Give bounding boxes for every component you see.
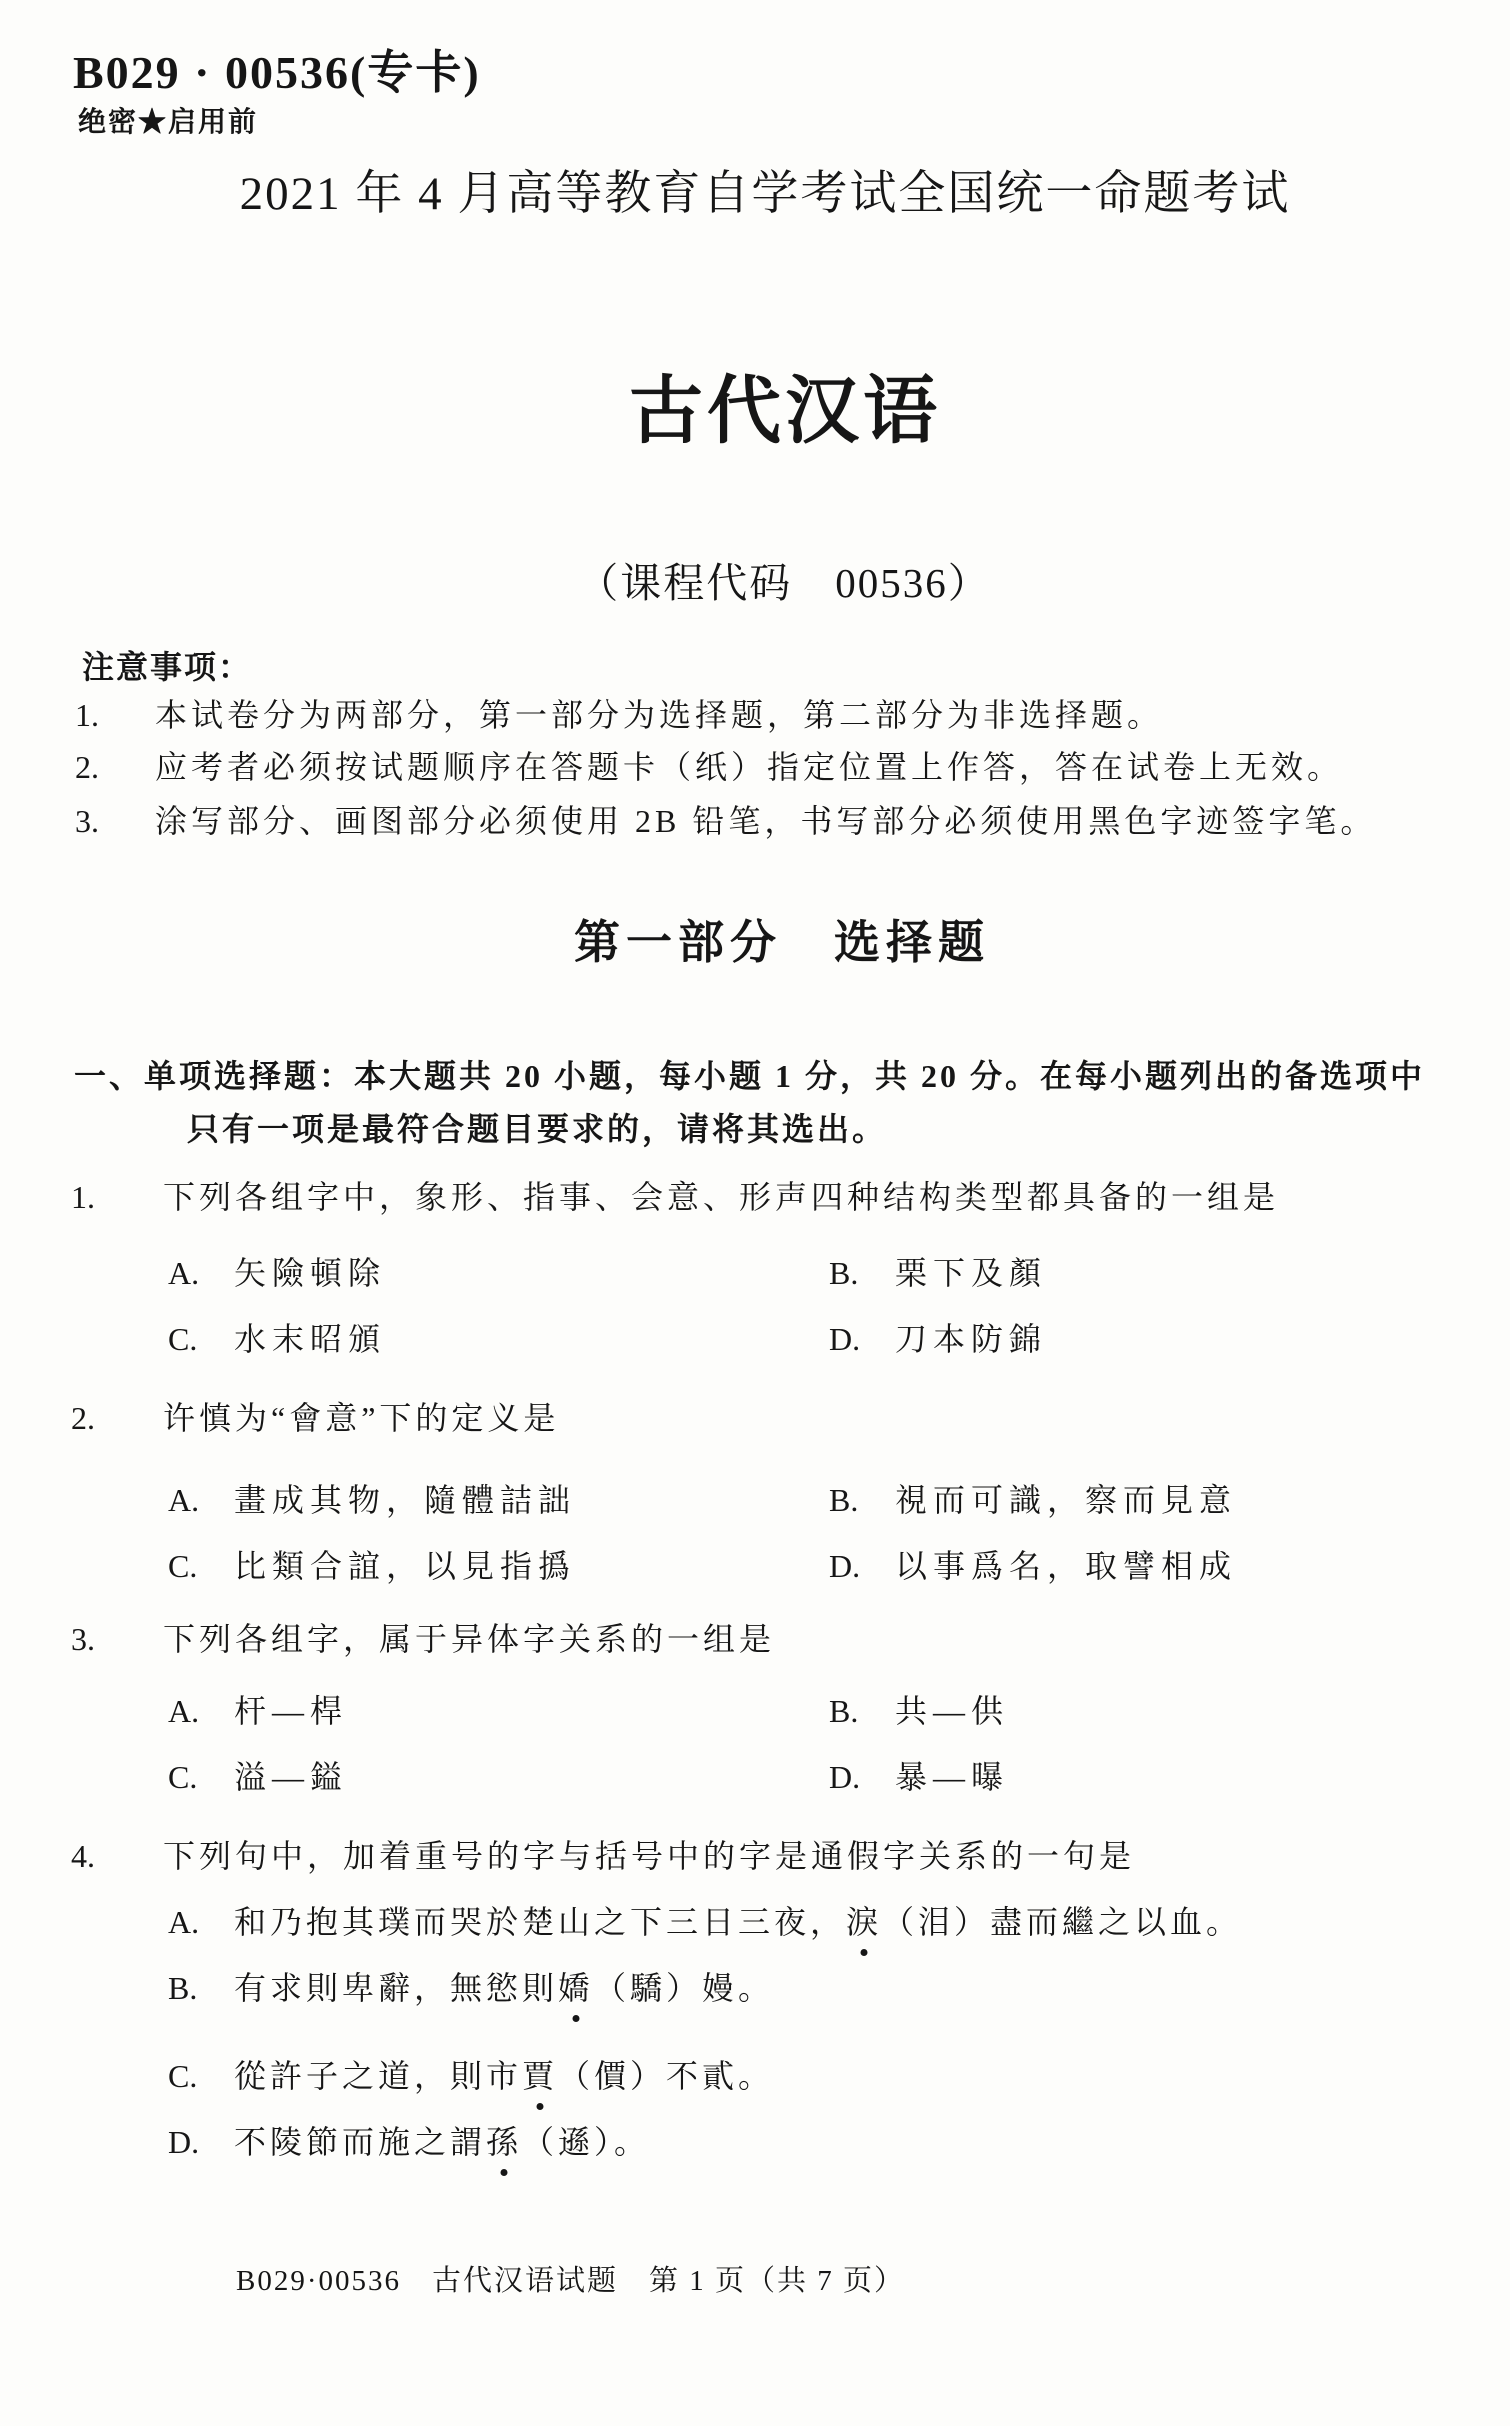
option <box>829 1541 1237 1587</box>
question-stem-text: 下列句中，加着重号的字与括号中的字是通假字关系的一句是 <box>163 1838 1136 1874</box>
option-text: 暴—曝 <box>895 1759 1010 1795</box>
booklet-code: B029 · 00536(专卡) <box>73 47 481 98</box>
emphasis-marked-char: 嬌 <box>558 1963 594 2009</box>
option-text-before: 和乃抱其璞而哭於楚山之下三日三夜， <box>234 1904 847 1940</box>
option <box>168 1541 576 1587</box>
option-text-before: 不陵節而施之謂 <box>234 2124 487 2160</box>
option-label: D. <box>829 1548 861 1584</box>
option-text-before: 從許子之道，則市 <box>234 2058 523 2094</box>
note-text: 涂写部分、画图部分必须使用 2B 铅笔，书写部分必须使用黑色字迹签字笔。 <box>155 803 1377 839</box>
option-text-after: （泪）盡而繼之以血。 <box>882 1904 1243 1940</box>
option-text: 比類合誼，以見指撝 <box>234 1548 577 1584</box>
option-text: 刀本防錦 <box>895 1321 1048 1357</box>
option-sentence <box>168 1963 774 2009</box>
option-label: C. <box>168 1548 198 1584</box>
notes-heading: 注意事项： <box>82 649 253 685</box>
option <box>168 1686 348 1732</box>
note-text: 应考者必须按试题顺序在答题卡（纸）指定位置上作答，答在试卷上无效。 <box>155 749 1344 785</box>
option-text: 以事爲名，取譬相成 <box>895 1548 1238 1584</box>
question-number: 1. <box>71 1179 95 1215</box>
option <box>168 1752 348 1798</box>
exam-session-line: 2021 年 4 月高等教育自学考试全国统一命题考试 <box>239 168 1291 220</box>
option-label: A. <box>168 1693 200 1729</box>
option-label: D. <box>829 1759 861 1795</box>
option <box>829 1752 1009 1798</box>
option-label: A. <box>168 1482 200 1518</box>
option-text: 視而可識，察而見意 <box>895 1482 1238 1518</box>
question-stem-text: 下列各组字，属于异体字关系的一组是 <box>163 1621 776 1657</box>
question-stem-text: 下列各组字中，象形、指事、会意、形声四种结构类型都具备的一组是 <box>163 1179 1280 1215</box>
note-number: 3. <box>75 803 99 839</box>
option-label: C. <box>168 1759 198 1795</box>
question-number: 3. <box>71 1621 95 1657</box>
question-number: 4. <box>71 1838 95 1874</box>
emphasis-marked-char: 淚 <box>846 1897 882 1943</box>
emphasis-marked-char: 孫 <box>486 2117 522 2163</box>
note-item <box>75 690 1163 736</box>
option-text-after: （驕）嫚。 <box>594 1970 775 2006</box>
option-text: 栗下及顏 <box>895 1255 1048 1291</box>
question-stem <box>71 1831 1135 1877</box>
option <box>168 1248 386 1294</box>
question-stem-text: 许慎为“會意”下的定义是 <box>163 1400 560 1436</box>
question-stem <box>71 1614 775 1660</box>
option-text-before: 有求則卑辭，無慾則 <box>234 1970 559 2006</box>
option-label: D. <box>168 2124 200 2160</box>
option-sentence <box>168 2051 774 2097</box>
option <box>829 1475 1237 1521</box>
note-number: 1. <box>75 697 99 733</box>
option-text: 畫成其物，隨體詰詘 <box>234 1482 577 1518</box>
option-text-after: （價）不貳。 <box>558 2058 775 2094</box>
option-text: 溢—鎰 <box>234 1759 349 1795</box>
option-sentence <box>168 1897 1242 1943</box>
option-label: B. <box>829 1255 859 1291</box>
option <box>168 1314 386 1360</box>
option-text: 共—供 <box>895 1693 1010 1729</box>
option-text: 水末昭頒 <box>234 1321 387 1357</box>
option-label: C. <box>168 2058 198 2094</box>
option-label: B. <box>829 1693 859 1729</box>
secrecy-notice: 绝密★启用前 <box>78 107 259 138</box>
course-code-line: （课程代码 00536） <box>577 560 991 606</box>
section-directions-line2: 只有一项是最符合题目要求的，请将其选出。 <box>187 1111 888 1147</box>
option-text: 矢險頓除 <box>234 1255 387 1291</box>
option-label: B. <box>829 1482 859 1518</box>
option <box>168 1475 576 1521</box>
note-item <box>75 742 1343 788</box>
section-directions-line1: 一、单项选择题：本大题共 20 小题，每小题 1 分，共 20 分。在每小题列出的备选项中 <box>74 1058 1426 1094</box>
page-footer: B029·00536 古代汉语试题 第 1 页（共 7 页） <box>236 2265 906 2297</box>
part-title: 第一部分 选择题 <box>574 917 990 968</box>
question-stem <box>71 1393 559 1439</box>
question-number: 2. <box>71 1400 95 1436</box>
option <box>829 1686 1009 1732</box>
option <box>829 1248 1047 1294</box>
emphasis-marked-char: 賈 <box>522 2051 558 2097</box>
option <box>829 1314 1047 1360</box>
option-label: B. <box>168 1970 198 2006</box>
note-text: 本试卷分为两部分，第一部分为选择题，第二部分为非选择题。 <box>155 697 1164 733</box>
note-item <box>75 796 1376 842</box>
option-label: D. <box>829 1321 861 1357</box>
option-label: C. <box>168 1321 198 1357</box>
option-text: 杆—桿 <box>234 1693 349 1729</box>
note-number: 2. <box>75 749 99 785</box>
option-text-after: （遜）。 <box>522 2124 651 2160</box>
option-sentence <box>168 2117 650 2163</box>
subject-title: 古代汉语 <box>629 371 941 453</box>
option-label: A. <box>168 1904 200 1940</box>
option-label: A. <box>168 1255 200 1291</box>
question-stem <box>71 1172 1279 1218</box>
